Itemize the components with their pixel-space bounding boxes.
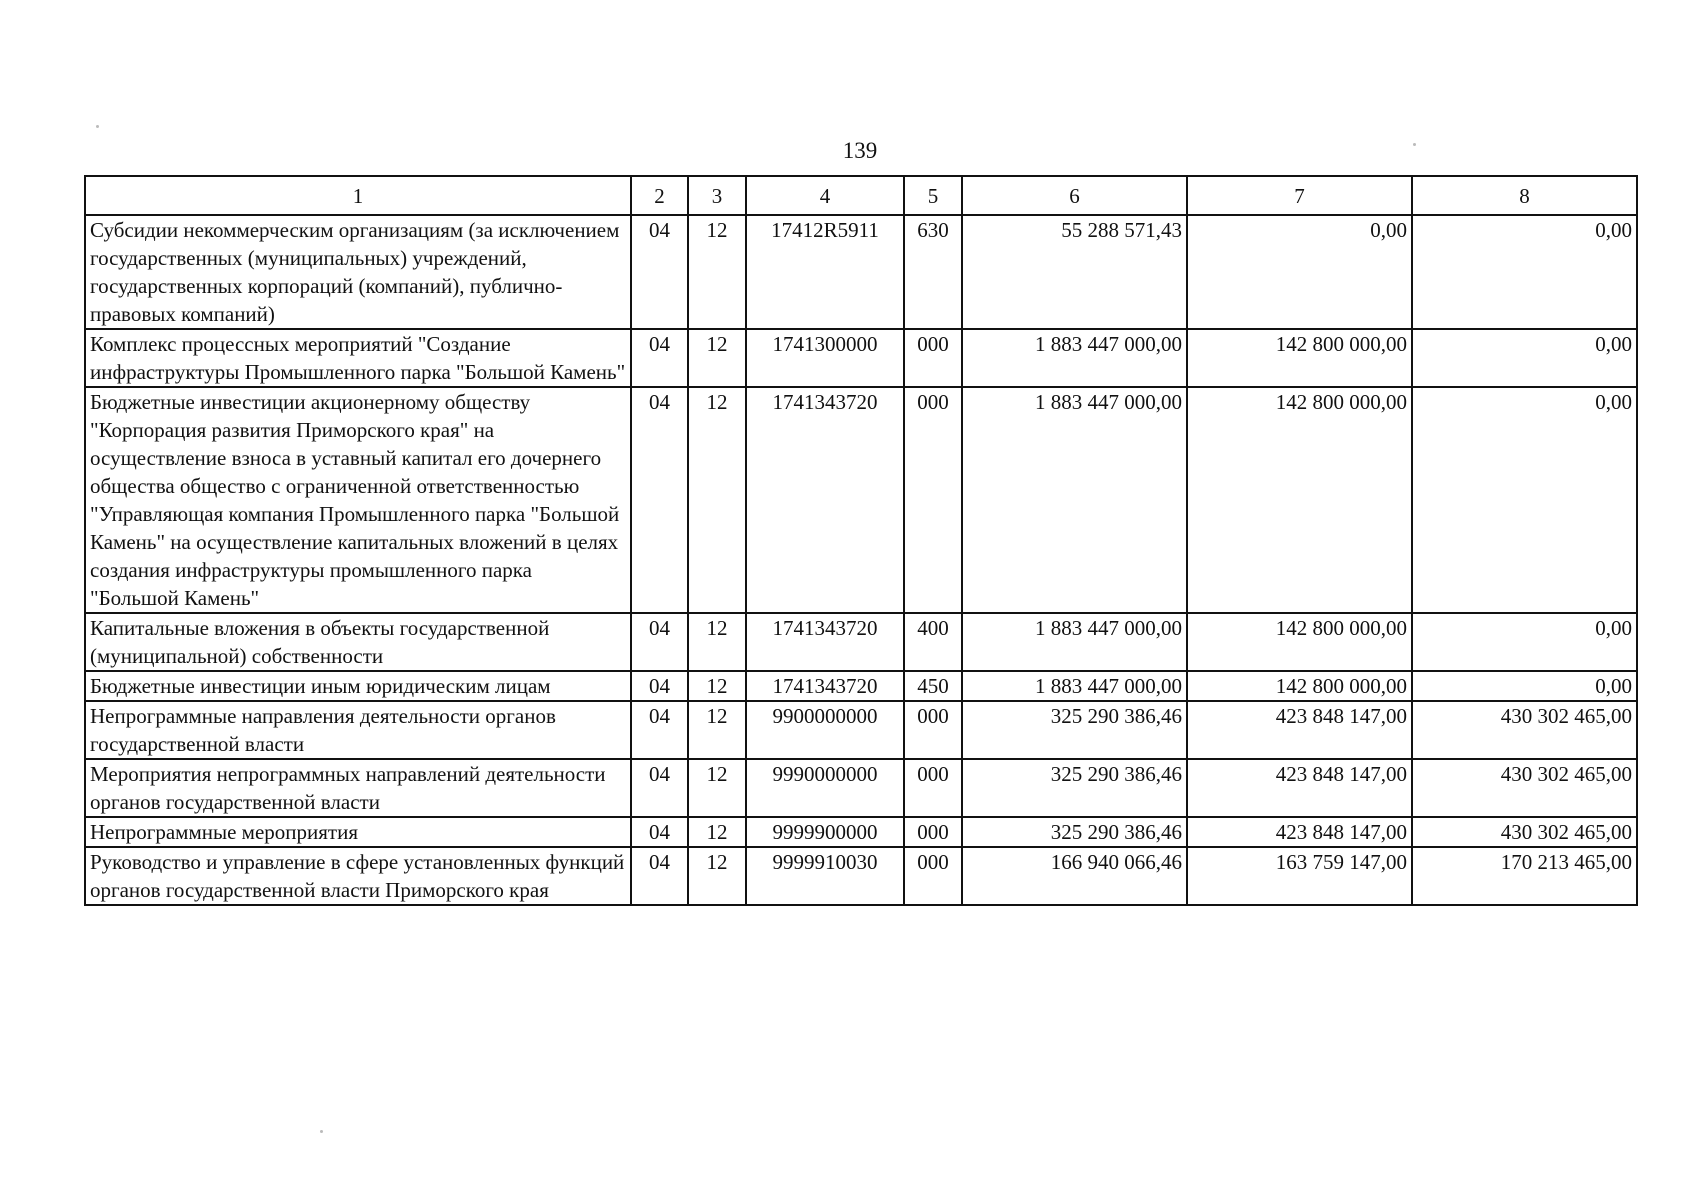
row-name: Субсидии некоммерческим организациям (за исключением государственных (муниципальных) учреждений, государственных корпораций (компаний), публично-правовых компаний) xyxy=(85,215,631,329)
row-amount-8: 430 302 465,00 xyxy=(1412,759,1637,817)
row-section: 04 xyxy=(631,387,688,613)
row-name: Мероприятия непрограммных направлений деятельности органов государственной власти xyxy=(85,759,631,817)
row-target-code: 9999910030 xyxy=(746,847,904,905)
row-subsection: 12 xyxy=(688,387,746,613)
row-expense-type: 450 xyxy=(904,671,962,701)
row-amount-7: 163 759 147,00 xyxy=(1187,847,1412,905)
row-subsection: 12 xyxy=(688,701,746,759)
row-amount-6: 1 883 447 000,00 xyxy=(962,613,1187,671)
header-col-7: 7 xyxy=(1187,176,1412,215)
table-row xyxy=(85,847,1637,905)
row-amount-7: 142 800 000,00 xyxy=(1187,329,1412,387)
row-name: Бюджетные инвестиции иным юридическим лицам xyxy=(85,671,631,701)
row-amount-6: 325 290 386,46 xyxy=(962,701,1187,759)
row-amount-8: 0,00 xyxy=(1412,613,1637,671)
row-expense-type: 000 xyxy=(904,701,962,759)
table-row xyxy=(85,817,1637,847)
table-row xyxy=(85,387,1637,613)
row-amount-7: 423 848 147,00 xyxy=(1187,817,1412,847)
row-name: Непрограммные мероприятия xyxy=(85,817,631,847)
row-amount-6: 325 290 386,46 xyxy=(962,817,1187,847)
row-target-code: 1741343720 xyxy=(746,613,904,671)
row-section: 04 xyxy=(631,701,688,759)
row-subsection: 12 xyxy=(688,817,746,847)
row-amount-7: 142 800 000,00 xyxy=(1187,613,1412,671)
header-col-5: 5 xyxy=(904,176,962,215)
row-amount-6: 1 883 447 000,00 xyxy=(962,329,1187,387)
row-section: 04 xyxy=(631,329,688,387)
header-col-2: 2 xyxy=(631,176,688,215)
row-expense-type: 000 xyxy=(904,847,962,905)
row-amount-6: 325 290 386,46 xyxy=(962,759,1187,817)
row-expense-type: 630 xyxy=(904,215,962,329)
row-subsection: 12 xyxy=(688,759,746,817)
scan-speck xyxy=(96,125,99,128)
table-row xyxy=(85,215,1637,329)
header-col-1: 1 xyxy=(85,176,631,215)
row-amount-7: 423 848 147,00 xyxy=(1187,701,1412,759)
row-subsection: 12 xyxy=(688,847,746,905)
row-name: Комплекс процессных мероприятий "Создание инфраструктуры Промышленного парка "Большой Камень" xyxy=(85,329,631,387)
scan-speck xyxy=(320,1130,323,1133)
row-amount-6: 1 883 447 000,00 xyxy=(962,387,1187,613)
table-row xyxy=(85,701,1637,759)
row-section: 04 xyxy=(631,847,688,905)
row-target-code: 1741343720 xyxy=(746,387,904,613)
row-expense-type: 000 xyxy=(904,329,962,387)
row-subsection: 12 xyxy=(688,329,746,387)
row-expense-type: 000 xyxy=(904,817,962,847)
header-col-8: 8 xyxy=(1412,176,1637,215)
row-name: Бюджетные инвестиции акционерному обществу "Корпорация развития Приморского края" на осуществление взноса в уставный капитал его дочернего общества общество с ограниченной ответственностью "Управляющая компания Промышленного парка "Большой Камень" на осуществление капитальных вложений в целях создания инфраструктуры промышленного парка "Большой Камень" xyxy=(85,387,631,613)
row-target-code: 9990000000 xyxy=(746,759,904,817)
row-amount-6: 1 883 447 000,00 xyxy=(962,671,1187,701)
budget-table xyxy=(84,175,1638,906)
row-expense-type: 000 xyxy=(904,387,962,613)
row-section: 04 xyxy=(631,759,688,817)
row-expense-type: 000 xyxy=(904,759,962,817)
row-target-code: 9900000000 xyxy=(746,701,904,759)
row-name: Непрограммные направления деятельности органов государственной власти xyxy=(85,701,631,759)
row-amount-8: 0,00 xyxy=(1412,671,1637,701)
page-number: 139 xyxy=(842,138,878,163)
header-col-4: 4 xyxy=(746,176,904,215)
row-section: 04 xyxy=(631,613,688,671)
table-header xyxy=(85,176,1637,215)
table-body xyxy=(85,215,1637,905)
row-subsection: 12 xyxy=(688,215,746,329)
row-expense-type: 400 xyxy=(904,613,962,671)
row-amount-8: 0,00 xyxy=(1412,329,1637,387)
table-row xyxy=(85,613,1637,671)
row-amount-7: 423 848 147,00 xyxy=(1187,759,1412,817)
table-row xyxy=(85,759,1637,817)
row-subsection: 12 xyxy=(688,671,746,701)
row-amount-7: 0,00 xyxy=(1187,215,1412,329)
row-amount-8: 430 302 465,00 xyxy=(1412,701,1637,759)
header-row xyxy=(85,176,1637,215)
row-amount-7: 142 800 000,00 xyxy=(1187,387,1412,613)
row-section: 04 xyxy=(631,817,688,847)
row-name: Капитальные вложения в объекты государственной (муниципальной) собственности xyxy=(85,613,631,671)
header-col-6: 6 xyxy=(962,176,1187,215)
row-target-code: 17412R5911 xyxy=(746,215,904,329)
row-amount-6: 166 940 066,46 xyxy=(962,847,1187,905)
row-target-code: 9999900000 xyxy=(746,817,904,847)
row-amount-8: 0,00 xyxy=(1412,387,1637,613)
row-subsection: 12 xyxy=(688,613,746,671)
row-amount-8: 0,00 xyxy=(1412,215,1637,329)
row-name: Руководство и управление в сфере установленных функций органов государственной власти Приморского края xyxy=(85,847,631,905)
row-target-code: 1741300000 xyxy=(746,329,904,387)
row-amount-7: 142 800 000,00 xyxy=(1187,671,1412,701)
row-amount-6: 55 288 571,43 xyxy=(962,215,1187,329)
row-amount-8: 170 213 465,00 xyxy=(1412,847,1637,905)
table-row xyxy=(85,671,1637,701)
row-amount-8: 430 302 465,00 xyxy=(1412,817,1637,847)
scan-speck xyxy=(1413,143,1416,146)
row-section: 04 xyxy=(631,671,688,701)
row-section: 04 xyxy=(631,215,688,329)
row-target-code: 1741343720 xyxy=(746,671,904,701)
header-col-3: 3 xyxy=(688,176,746,215)
table-row xyxy=(85,329,1637,387)
